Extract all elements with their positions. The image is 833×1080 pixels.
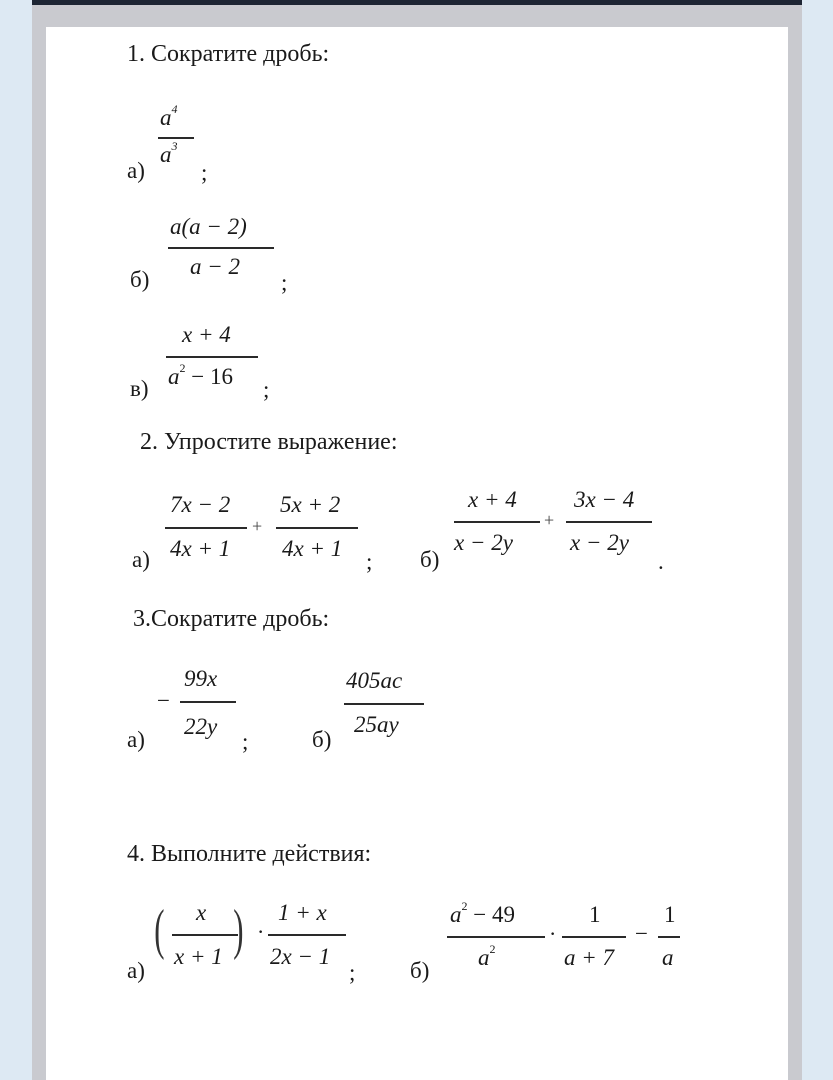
fraction-bar (562, 936, 626, 938)
task-1-title: 1. Сократите дробь: (127, 41, 330, 67)
task-2b-f1-numerator: x + 4 (468, 487, 517, 512)
task-3b-numerator: 405ac (346, 668, 403, 693)
task-4a-label: а) (127, 958, 145, 983)
task-2b-end: . (658, 549, 664, 574)
plus-operator: + (544, 510, 555, 530)
task-1c-denominator: $a^2 - 16$ (168, 361, 233, 389)
task-1a-end: ; (201, 160, 208, 185)
task-2a-f2-denominator: 4x + 1 (282, 536, 343, 561)
task-2b-f1-denominator: x − 2y (454, 530, 513, 555)
fraction-bar (180, 701, 236, 703)
fraction-bar (165, 527, 247, 529)
task-4a-f1-denominator: x + 1 (174, 944, 223, 969)
task-4a-f2-numerator: 1 + x (278, 900, 327, 925)
minus-operator: − (635, 921, 648, 946)
task-4b-f1-denominator: $a^2$ (478, 942, 496, 970)
task-3a-label: а) (127, 727, 145, 752)
task-1b-denominator: a − 2 (190, 254, 241, 279)
fraction-bar (166, 356, 258, 358)
task-4-title: 4. Выполните действия: (127, 841, 372, 867)
task-4b-f2-numerator: 1 (589, 902, 601, 927)
task-3b-label: б) (312, 727, 332, 752)
fraction-bar (658, 936, 680, 938)
fraction-bar (276, 527, 358, 529)
minus-sign: − (157, 688, 170, 713)
task-1a-numerator: $a^4$ (160, 102, 178, 130)
fraction-bar (566, 521, 652, 523)
fraction-bar (172, 934, 238, 936)
task-3a-numerator: 99x (184, 666, 218, 691)
task-4b-label: б) (410, 958, 430, 983)
task-1a-denominator: $a^3$ (160, 139, 178, 167)
task-1b-numerator: a(a − 2) (170, 214, 247, 239)
task-2a-f2-numerator: 5x + 2 (280, 492, 341, 517)
task-3b-denominator: 25ay (354, 712, 399, 737)
fraction-bar (168, 247, 274, 249)
fraction-bar (344, 703, 424, 705)
task-3-title: 3.Сократите дробь: (133, 606, 330, 632)
fraction-bar (454, 521, 540, 523)
task-2a-f1-numerator: 7x − 2 (170, 492, 231, 517)
plus-operator: + (252, 516, 263, 536)
task-2b-f2-numerator: 3x − 4 (574, 487, 635, 512)
fraction-bar (447, 936, 545, 938)
task-1c-end: ; (263, 377, 270, 402)
task-3a-denominator: 22y (184, 714, 218, 739)
fraction-bar (268, 934, 346, 936)
task-2a-label: а) (132, 547, 150, 572)
task-1a-label: а) (127, 158, 145, 183)
task-4b-f2-denominator: a + 7 (564, 945, 615, 970)
task-1c-numerator: x + 4 (182, 322, 231, 347)
multiply-dot: · (549, 921, 557, 946)
task-2a-end: ; (366, 549, 373, 574)
task-2a-f1-denominator: 4x + 1 (170, 536, 231, 561)
task-4a-f2-denominator: 2x − 1 (270, 944, 331, 969)
task-1b-label: б) (130, 267, 150, 292)
task-4a-f1-numerator: x (196, 900, 207, 925)
left-parenthesis: ( (154, 899, 165, 961)
multiply-dot: · (257, 919, 265, 944)
task-3a-end: ; (242, 729, 249, 754)
task-4b-f3-denominator: a (662, 945, 674, 970)
task-2b-label: б) (420, 547, 440, 572)
task-1b-end: ; (281, 270, 288, 295)
task-4b-f3-numerator: 1 (664, 902, 676, 927)
task-4a-end: ; (349, 960, 356, 985)
task-2-title: 2. Упростите выражение: (140, 429, 398, 455)
task-1c-label: в) (130, 376, 149, 401)
task-2b-f2-denominator: x − 2y (570, 530, 629, 555)
task-4b-f1-numerator: $a^2 - 49$ (450, 899, 515, 927)
right-parenthesis: ) (233, 899, 244, 961)
